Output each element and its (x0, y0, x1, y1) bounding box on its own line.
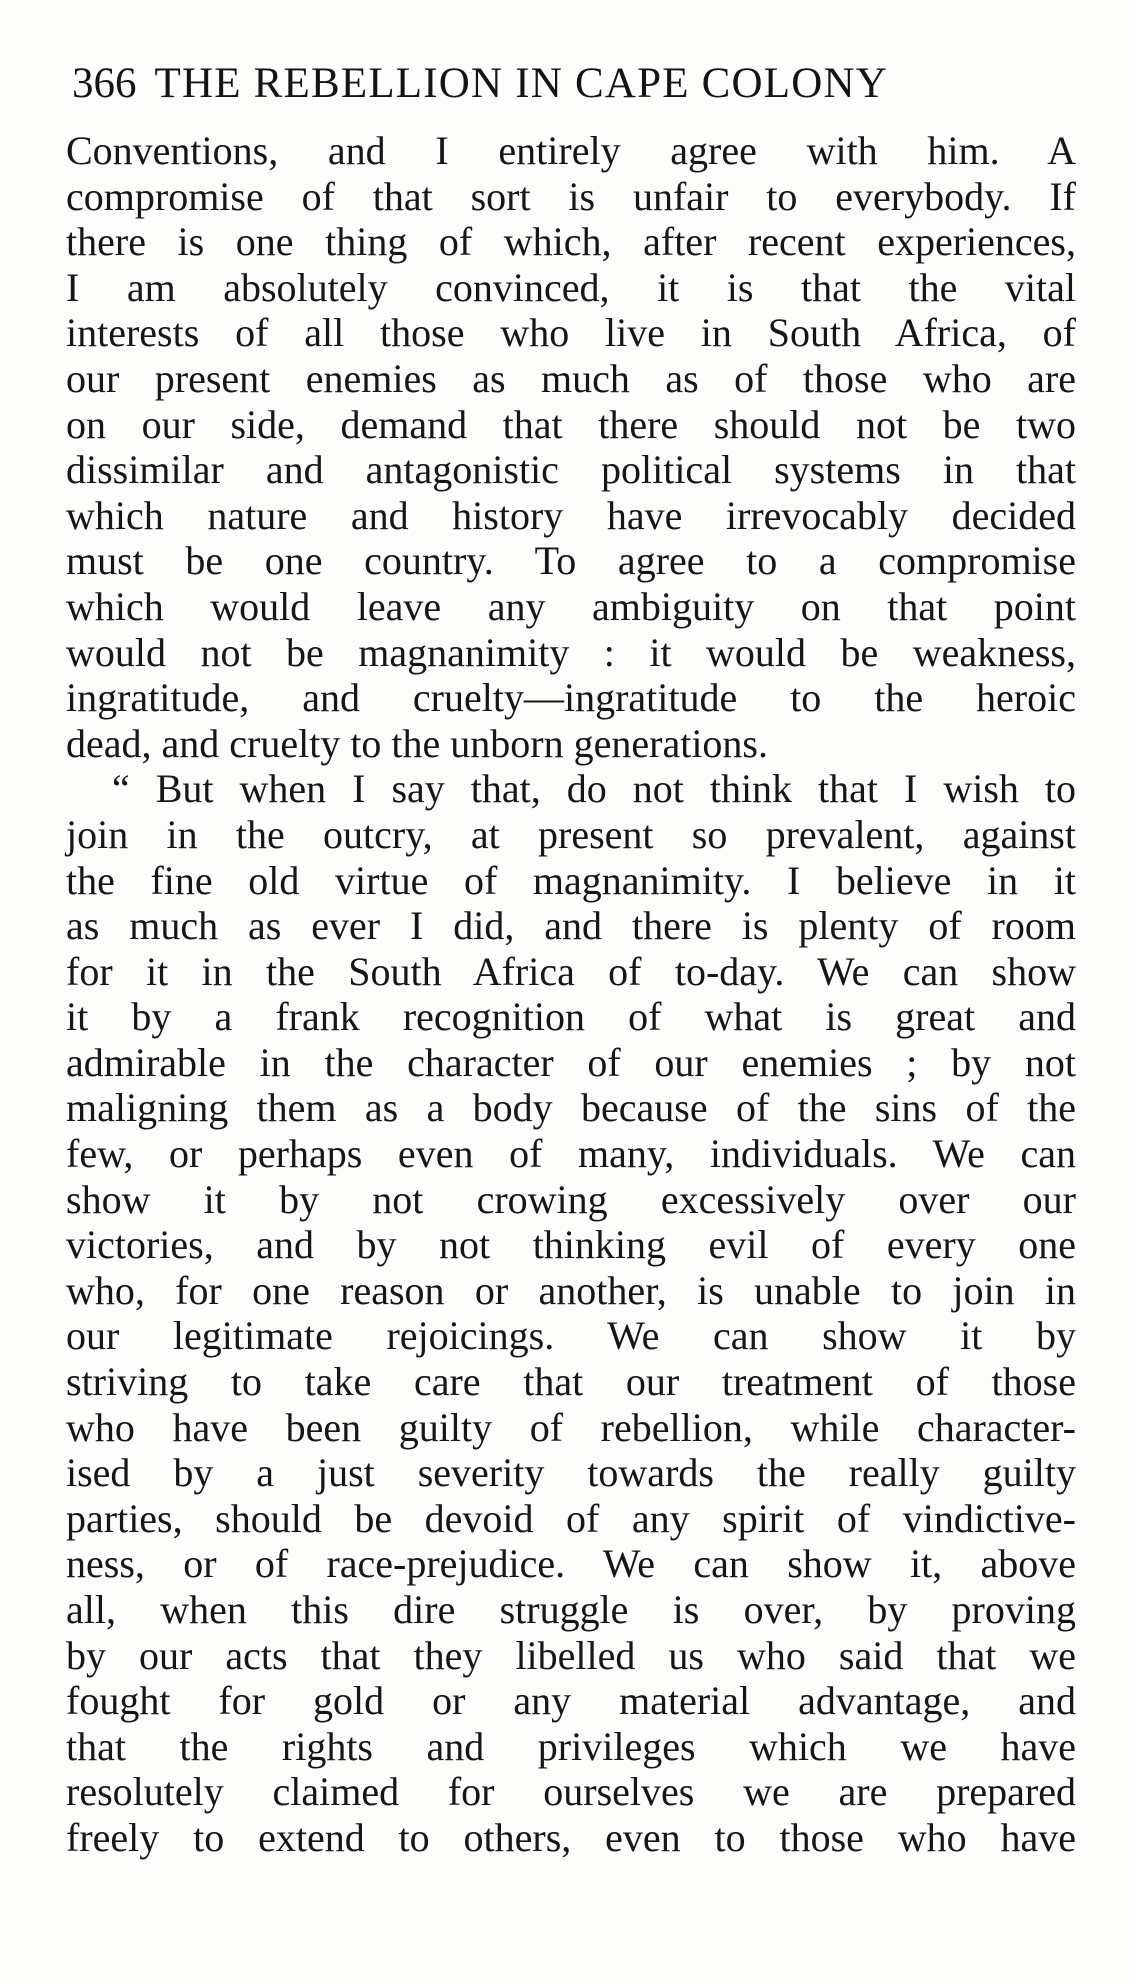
text-line: dead, and cruelty to the unborn generations. (66, 720, 768, 766)
text-line: victories, and by not thinking evil of every one (66, 1222, 1076, 1268)
text-line: it by a frank recognition of what is great and (66, 994, 1076, 1040)
text-line: freely to extend to others, even to those who have (66, 1814, 1076, 1860)
text-line: all, when this dire struggle is over, by proving (66, 1587, 1076, 1632)
text-line: show it by not crowing excessively over our (66, 1176, 1076, 1222)
text-line: ness, or of race-prejudice. We can show it, above (66, 1541, 1076, 1587)
text-line: that the rights and privileges which we have (66, 1723, 1076, 1769)
text-line: maligning them as a body because of the sins of the (66, 1085, 1076, 1131)
text-line: ingratitude, and cruelty—ingratitude to the heroic (66, 675, 1076, 721)
text-line: would not be magnanimity : it would be weakness, (66, 629, 1076, 675)
text-line: who, for one reason or another, is unable to join in (66, 1267, 1076, 1313)
text-line: “ But when I say that, do not think that I wish to (112, 766, 1076, 812)
text-line: compromise of that sort is unfair to everybody. If (66, 173, 1076, 219)
text-line: our legitimate rejoicings. We can show it by (66, 1313, 1076, 1359)
text-line: fought for gold or any material advantage, and (66, 1678, 1076, 1724)
body-text (66, 128, 1076, 1861)
text-line: our present enemies as much as of those who are (66, 355, 1076, 401)
text-line: few, or perhaps even of many, individuals. We can (66, 1131, 1076, 1177)
text-line: Conventions, and I entirely agree with him. A (66, 128, 1076, 173)
text-line: interests of all those who live in South Africa, of (66, 310, 1076, 356)
text-line: parties, should be devoid of any spirit of vindictive- (66, 1495, 1076, 1541)
running-head (72, 54, 1072, 114)
text-line: who have been guilty of rebellion, while character- (66, 1404, 1076, 1450)
text-line: I am absolutely convinced, it is that the vital (66, 264, 1076, 310)
text-line: for it in the South Africa of to-day. We can show (66, 948, 1076, 994)
running-title: THE REBELLION IN CAPE COLONY (154, 60, 888, 107)
page-number: 366 (72, 60, 137, 107)
text-line: on our side, demand that there should not be two (66, 401, 1076, 447)
text-line: resolutely claimed for ourselves we are prepared (66, 1769, 1076, 1815)
text-line: there is one thing of which, after recent experiences, (66, 219, 1076, 265)
text-line: by our acts that they libelled us who said that we (66, 1632, 1076, 1678)
text-line: as much as ever I did, and there is plenty of room (66, 903, 1076, 949)
text-line: which would leave any ambiguity on that point (66, 583, 1076, 629)
paragraph (66, 766, 1076, 1860)
text-line: ised by a just severity towards the really guilty (66, 1450, 1076, 1496)
text-line: which nature and history have irrevocably decided (66, 492, 1076, 538)
text-line: join in the outcry, at present so prevalent, against (66, 811, 1076, 857)
text-line: admirable in the character of our enemies ; by not (66, 1039, 1076, 1085)
text-line: the fine old virtue of magnanimity. I believe in it (66, 857, 1076, 903)
text-line: dissimilar and antagonistic political systems in that (66, 447, 1076, 493)
paragraph (66, 128, 1076, 766)
text-line: striving to take care that our treatment of those (66, 1359, 1076, 1405)
text-line: must be one country. To agree to a compromise (66, 538, 1076, 584)
